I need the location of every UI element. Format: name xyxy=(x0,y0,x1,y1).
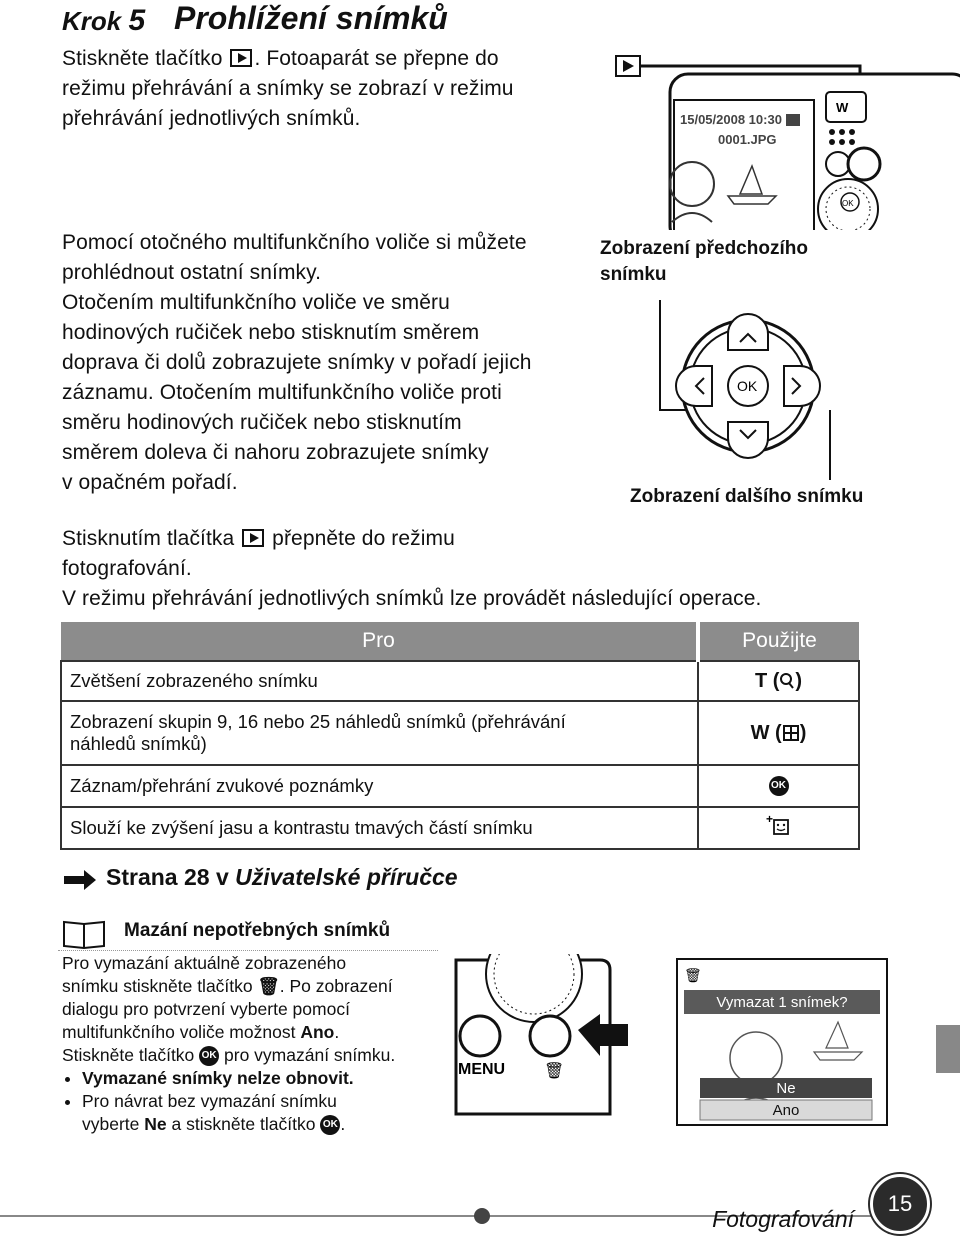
trash-icon: 🗑 xyxy=(684,968,702,984)
zoom-icon xyxy=(779,672,795,690)
operations-table xyxy=(60,622,860,850)
delete-warning: Vymazané snímky nelze obnovit. xyxy=(82,1068,354,1088)
table-row: Slouží ke zvýšení jasu a kontrastu tmavých částí snímku + xyxy=(61,807,859,849)
svg-text:+: + xyxy=(765,814,773,826)
table-header-for: Pro xyxy=(61,622,698,661)
dialog-question: Vymazat 1 snímek? xyxy=(716,994,848,1011)
trash-icon: 🗑 xyxy=(544,1061,565,1080)
delete-instructions: Pro vymazání aktuálně zobrazeného snímku stiskněte tlačítko 🗑. Po zobrazení dialogu pro potvrzení vyberte pomocí multifunkčního voliče možnost Ano. Stiskněte tlačítko OK pro vymazání snímku. • Vymazané snímky nelze obnovit. • Pro návrat bez vymazání snímku vyberte Ne a stiskněte tlačítko OK . xyxy=(62,952,442,1136)
browse-paragraph: Pomocí otočného multifunkčního voliče si můžete prohlédnout ostatní snímky. Otočením multifunkčního voliče ve směru hodinových ručiček nebo stisknutím směrem doprava či dolů zobrazujete snímky v pořadí jejich záznamu. Otočením multifunkčního voliče proti směru hodinových ručiček nebo stisknutím směrem doleva či nahoru zobrazujete snímky v opačném pořadí. xyxy=(62,231,532,494)
ok-button-icon: OK xyxy=(320,1115,340,1135)
delete-section-title: Mazání nepotřebných snímků xyxy=(124,920,391,941)
step-label: Krok 5 xyxy=(62,4,146,37)
reference-text: Strana 28 v Uživatelské příručce xyxy=(106,864,458,890)
prev-image-label: Zobrazení předchozího snímku xyxy=(600,238,808,285)
table-row: Záznam/přehrání zvukové poznámky OK xyxy=(61,765,859,807)
step-number: 5 xyxy=(128,4,146,37)
thumbnail-icon xyxy=(782,724,800,742)
dialog-option-no[interactable]: Ne xyxy=(776,1080,796,1097)
page-number: 15 xyxy=(870,1174,930,1234)
camera-back-illustration xyxy=(580,44,960,230)
dial-ok-label: OK xyxy=(842,199,854,208)
ok-button-icon: OK xyxy=(769,776,789,796)
dial-ok-text: OK xyxy=(737,378,758,394)
menu-label: MENU xyxy=(458,1061,506,1078)
table-header-use: Použijte xyxy=(698,622,859,661)
page-title: Prohlížení snímků xyxy=(174,0,448,36)
camera-delete-button-illustration xyxy=(450,954,630,1124)
ok-button-icon: OK xyxy=(199,1046,219,1066)
svg-text:W: W xyxy=(836,100,849,115)
table-row: Zobrazení skupin 9, 16 nebo 25 náhledů snímků (přehrávání náhledů snímků) W ( ) xyxy=(61,701,859,765)
screen-date: 15/05/2008 10:30 xyxy=(680,112,782,127)
d-lighting-icon xyxy=(766,814,792,836)
note-book-icon xyxy=(60,916,110,950)
table-row: Zvětšení zobrazeného snímku T ( ) xyxy=(61,661,859,701)
multi-selector-dial xyxy=(640,290,860,490)
return-paragraph: Stisknutím tlačítka přepněte do režimu fotografování. xyxy=(62,527,455,580)
footer-section-title: Fotografování xyxy=(712,1206,854,1232)
delete-dialog-screen xyxy=(676,958,888,1126)
intro-paragraph: Stiskněte tlačítko . Fotoaparát se přepne do režimu přehrávání a snímky se zobrazí v režimu přehrávání jednotlivých snímků. xyxy=(62,47,514,130)
operations-intro: V režimu přehrávání jednotlivých snímků lze provádět následující operace. xyxy=(62,587,762,610)
play-icon xyxy=(616,56,640,76)
screen-file: 0001.JPG xyxy=(718,132,777,147)
play-icon xyxy=(242,529,264,547)
trash-icon: 🗑 xyxy=(257,976,280,996)
dialog-option-yes[interactable]: Ano xyxy=(772,1102,800,1119)
section-side-tab xyxy=(936,1025,960,1073)
reference-arrow-icon xyxy=(62,868,98,890)
next-image-label: Zobrazení dalšího snímku xyxy=(630,486,864,507)
play-icon xyxy=(230,49,252,67)
